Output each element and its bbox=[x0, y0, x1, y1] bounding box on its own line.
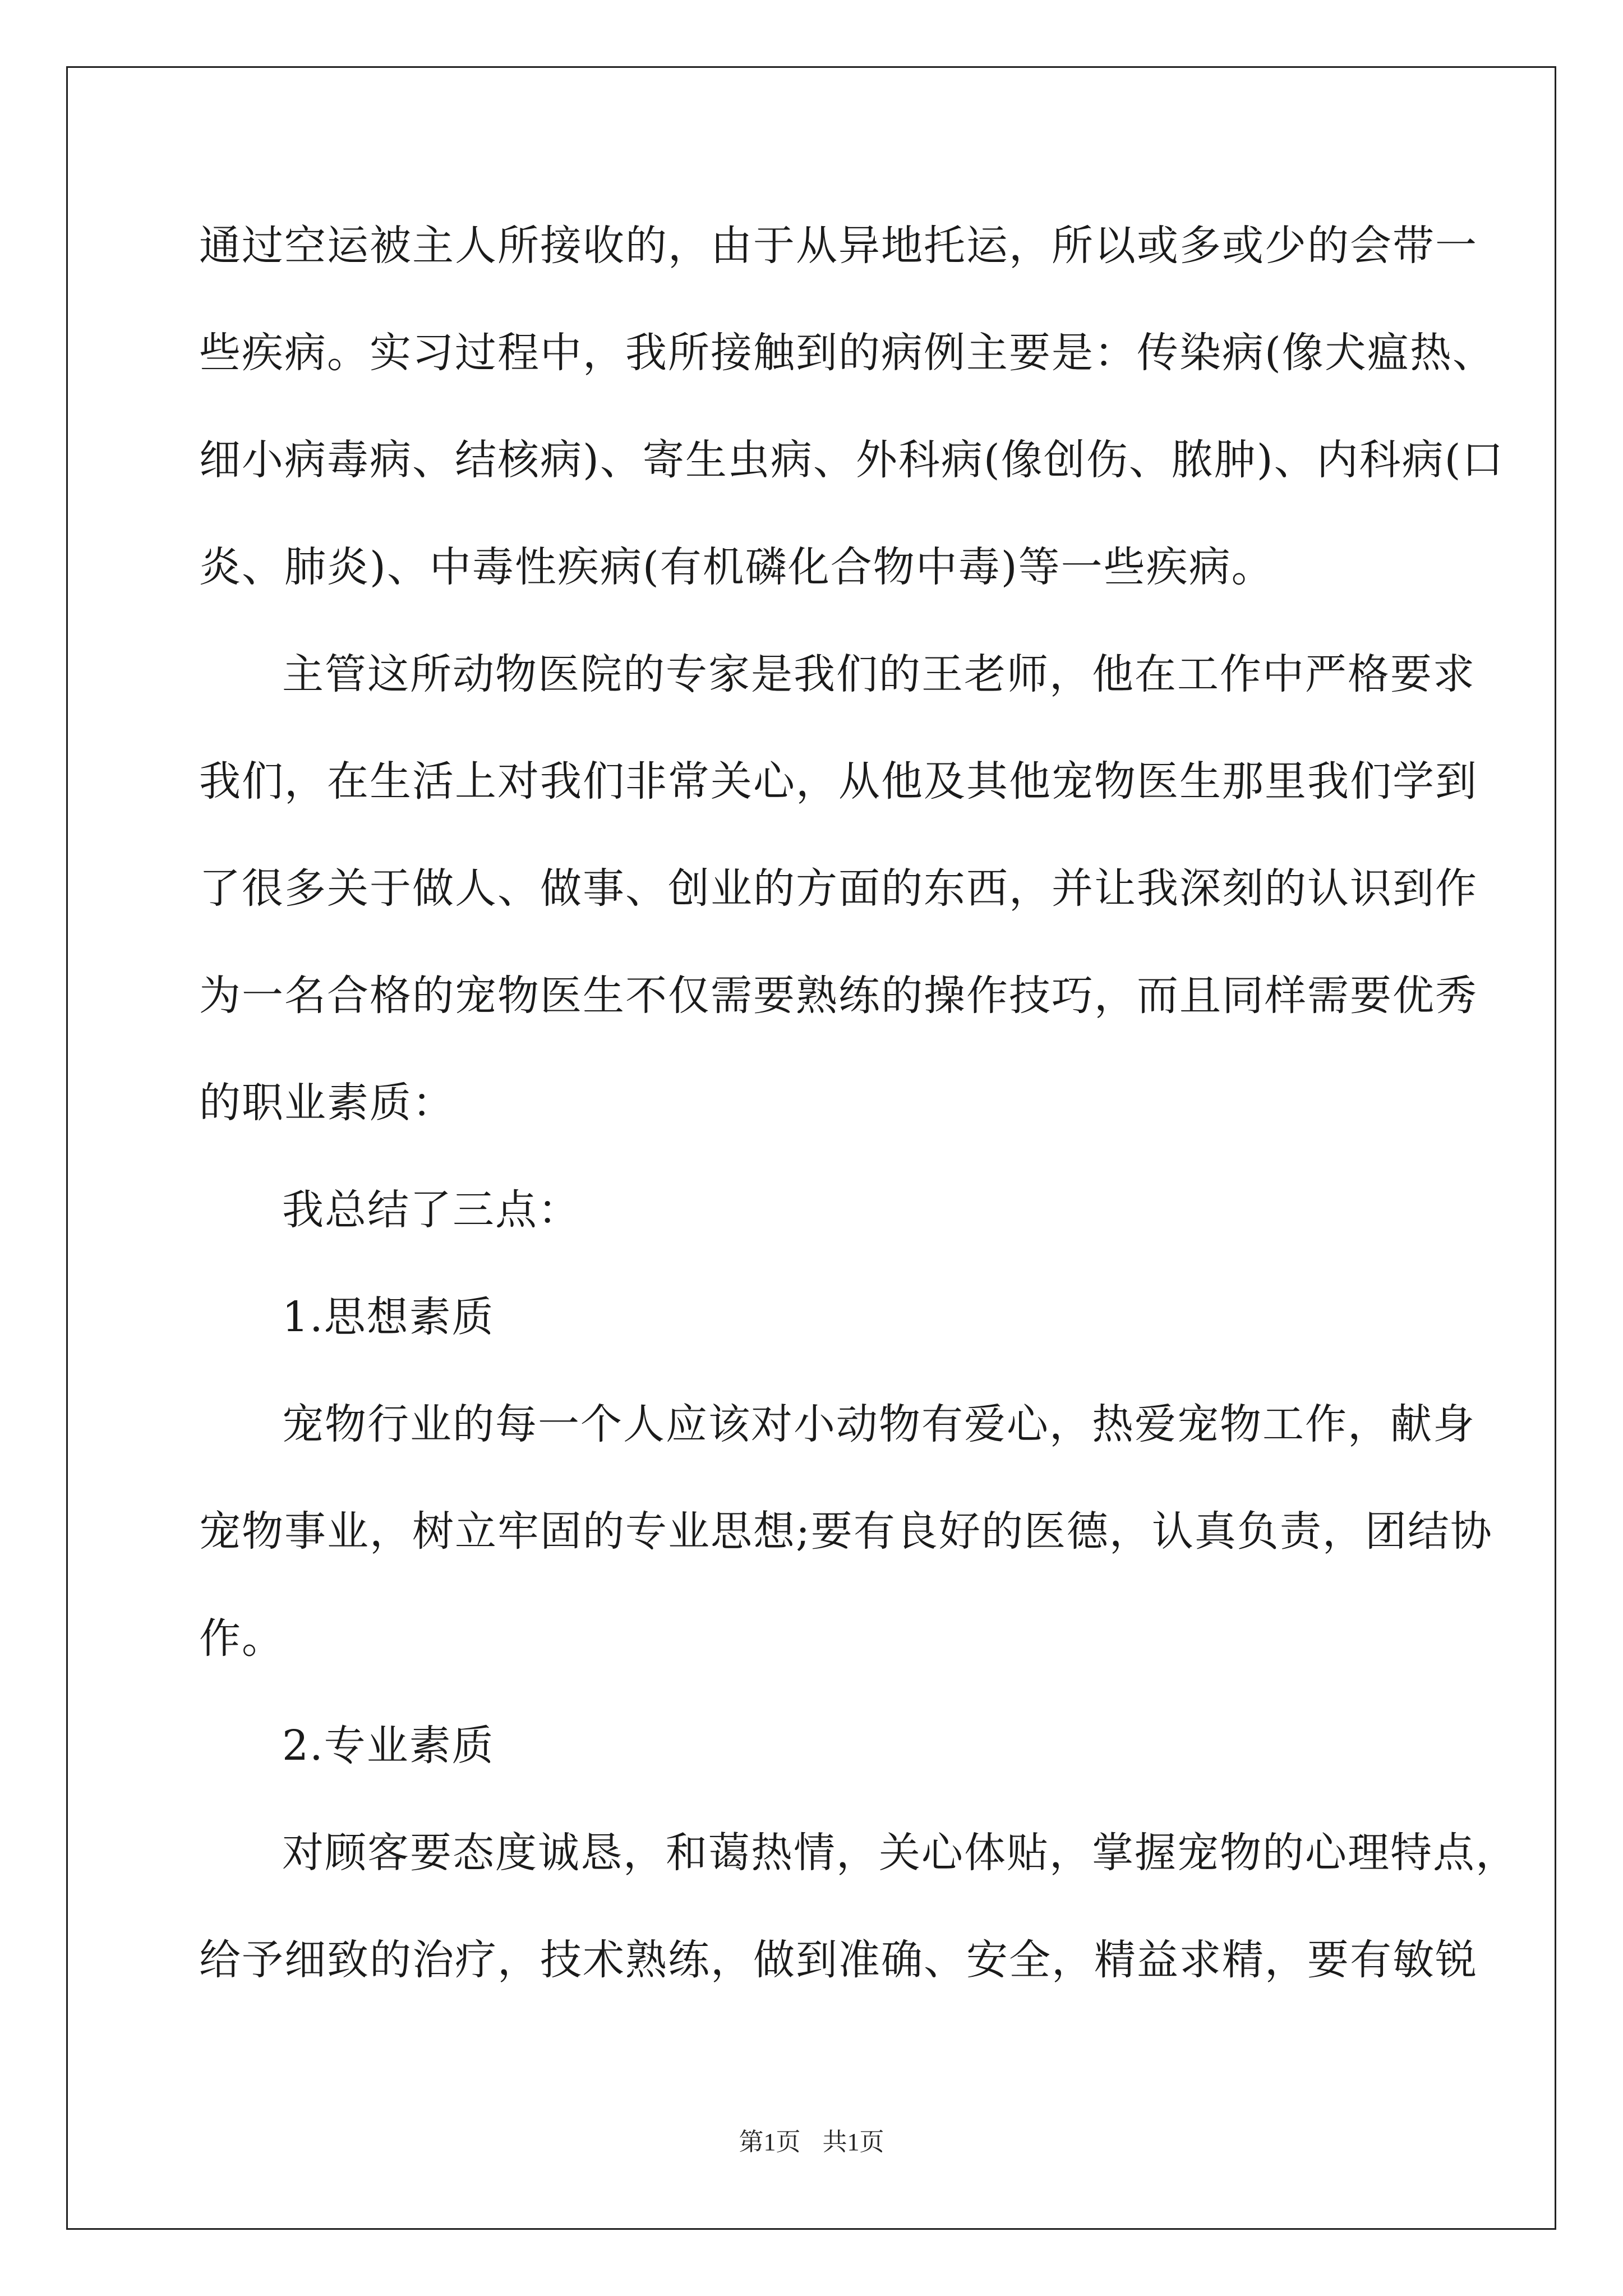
body-line: 些疾病。实习过程中，我所接触到的病例主要是：传染病(像犬瘟热、 bbox=[199, 329, 1495, 377]
body-line: 为一名合格的宠物医生不仅需要熟练的操作技巧，而且同样需要优秀 bbox=[199, 972, 1478, 1020]
paragraph-start-line: 我总结了三点： bbox=[282, 1186, 580, 1234]
section-heading-2: 2.专业素质 bbox=[282, 1722, 495, 1770]
document-body bbox=[199, 218, 1518, 2039]
body-line: 的职业素质： bbox=[199, 1079, 455, 1127]
body-line: 给予细致的治疗，技术熟练，做到准确、安全，精益求精，要有敏锐 bbox=[199, 1936, 1478, 1984]
body-line: 炎、肺炎)、中毒性疾病(有机磷化合物中毒)等一些疾病。 bbox=[199, 543, 1274, 591]
page-number-total: 共1页 bbox=[822, 2128, 884, 2156]
body-line: 作。 bbox=[199, 1614, 284, 1663]
body-line: 宠物事业，树立牢固的专业思想;要有良好的医德，认真负责，团结协 bbox=[199, 1507, 1493, 1556]
paragraph-start-line: 对顾客要态度诚恳，和蔼热情，关心体贴，掌握宠物的心理特点， bbox=[282, 1829, 1518, 1877]
body-line: 我们，在生活上对我们非常关心，从他及其他宠物医生那里我们学到 bbox=[199, 757, 1478, 806]
body-line: 细小病毒病、结核病)、寄生虫病、外科病(像创伤、脓肿)、内科病(口 bbox=[199, 436, 1505, 484]
body-line: 通过空运被主人所接收的，由于从异地托运，所以或多或少的会带一 bbox=[199, 222, 1478, 270]
page-number-current: 第1页 bbox=[739, 2128, 801, 2156]
page-footer bbox=[0, 2122, 1623, 2157]
body-line: 了很多关于做人、做事、创业的方面的东西，并让我深刻的认识到作 bbox=[199, 864, 1478, 913]
section-heading-1: 1.思想素质 bbox=[282, 1293, 495, 1341]
paragraph-start-line: 主管这所动物医院的专家是我们的王老师，他在工作中严格要求 bbox=[282, 650, 1476, 698]
paragraph-start-line: 宠物行业的每一个人应该对小动物有爱心，热爱宠物工作，献身 bbox=[282, 1400, 1476, 1448]
